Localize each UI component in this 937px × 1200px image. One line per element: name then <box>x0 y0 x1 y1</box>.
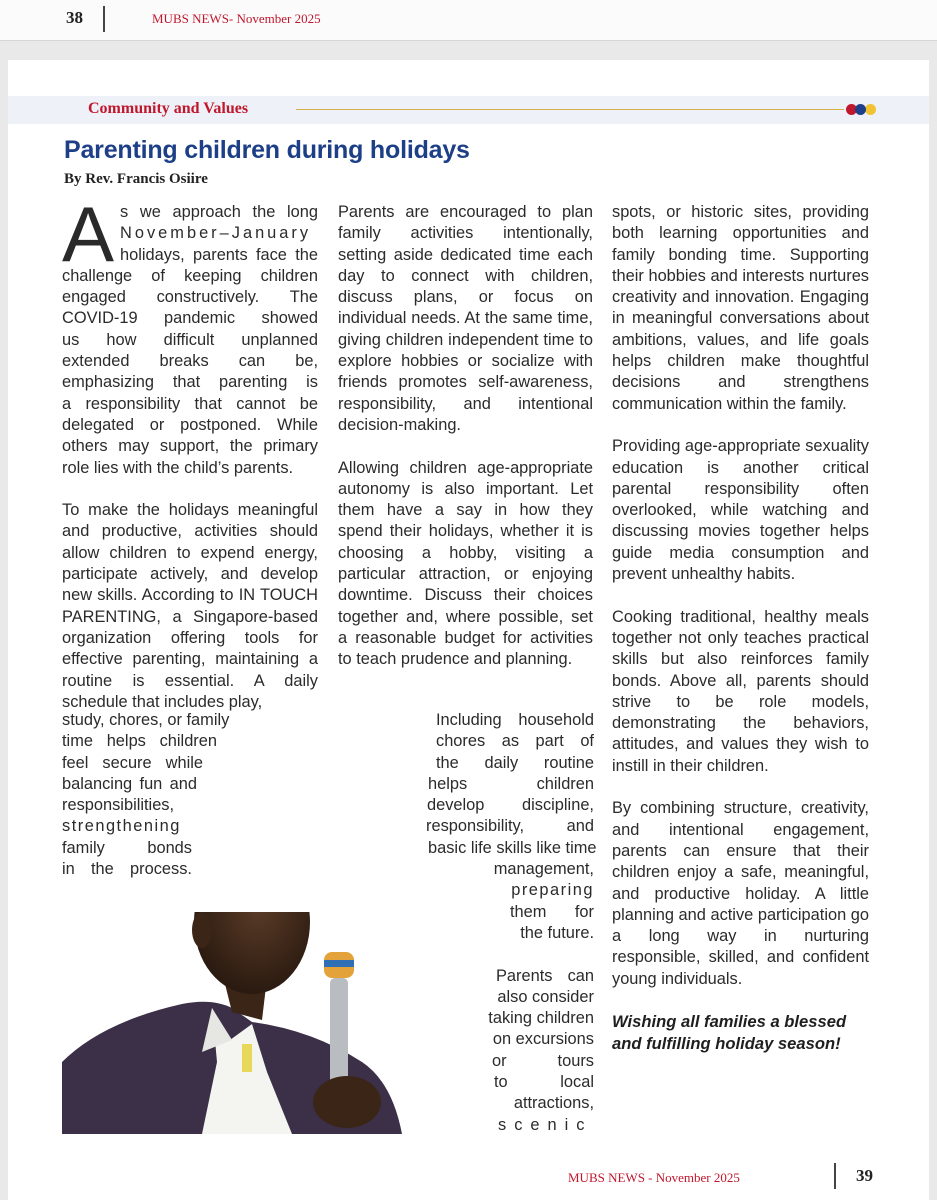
speaker-photo-illustration <box>62 912 462 1134</box>
paragraph-autonomy: Allowing children age-appropriate autonomy is also important. Let them have a say in how they spend their holidays, whether it is choosing a hobby, visiting a particular attraction, or enjoying downtime. Discuss their choices together and, where possible, set a reasonable budget for activities to teach prudence and planning. <box>338 458 593 669</box>
paragraph-excursions: spots, or historic sites, providing both learning opportunities and family bonding time. Supporting their hobbies and interests nurtures creativity and innovation. Engaging in meaningful conversations about ambitions, values, and life goals helps children make thoughtful decisions and strengthens communication within the family. <box>612 203 869 413</box>
section-rule <box>296 109 844 110</box>
magazine-page <box>8 60 929 1200</box>
accent-dots-icon <box>846 104 878 116</box>
paragraph-sexuality-education: Providing age-appropriate sexuality education is another critical parental responsibility often overlooked, while watching and discussing movies together helps guide media consumption and prevent unhealthy habits. <box>612 437 869 584</box>
speaker-photo <box>62 912 462 1134</box>
section-header <box>8 96 929 124</box>
paragraph-conclusion: By combining structure, creativity, and intentional engagement, parents can ensure that their children enjoy a safe, meaningful, and productive holiday. A little planning and active participation go a long way in nurturing responsible, skilled, and confident young individuals. <box>612 799 869 988</box>
footer-divider <box>834 1163 836 1189</box>
publication-header-left: MUBS NEWS- November 2025 <box>152 11 321 26</box>
photo-wrap-left-text: study, chores, or family time helps children feel secure while balancing fun and responsibilities, strengthening family bonds in the process. <box>62 711 230 879</box>
header-divider <box>103 6 105 32</box>
article-byline: By Rev. Francis Osiire <box>64 171 208 187</box>
paragraph-holidays-meaningful: To make the holidays meaningful and productive, activities should allow children to expend energy, participate actively, and develop new skills. According to IN TOUCH PARENTING, a Singapore-based organization offering tools for effective parenting, maintaining a routine is essential. A daily schedule that includes play, <box>62 501 318 711</box>
drop-cap: A <box>62 190 115 278</box>
photo-wrap-right-text: Including household chores as part of the daily routine helps children develop discipline, responsibility, and basic life skills like time management, preparing them for the future. Parents can also consider taking children on excursions or tours to local attractions, scenic <box>426 711 597 1134</box>
article-title: Parenting children during holidays <box>64 136 470 164</box>
previous-page-strip <box>0 0 937 41</box>
section-label: Community and Values <box>88 100 249 117</box>
paragraph-intro: A s we approach the long November–January holidays, parents face the challenge of keeping children engaged constructively. The COVID-19 pandemic showed us how difficult unplanned extended breaks can be, emphasizing that parenting is a responsibility that cannot be delegated or postponed. While others may support, the primary role lies with the child’s parents. <box>62 190 318 477</box>
publication-footer-right: MUBS NEWS - November 2025 <box>568 1170 740 1185</box>
article-column-2 <box>338 202 593 671</box>
paragraph-cooking: Cooking traditional, healthy meals together not only teaches practical skills but also reinforces family bonds. Above all, parents should strive to be role models, demonstrating the behaviors, attitudes, and values they wish to instill in their children. <box>612 607 869 775</box>
article-column-3 <box>612 202 869 1054</box>
paragraph-family-activities: Parents are encouraged to plan family activities intentionally, setting aside dedicated time each day to connect with children, discuss plans, or focus on individual needs. At the same time, giving children independent time to explore hobbies or socialize with friends promotes self-awareness, responsibility, and intentional decision-making. <box>338 203 593 434</box>
article-column-1 <box>62 190 318 713</box>
page-number-left: 38 <box>66 8 83 27</box>
closing-wish: Wishing all families a blessed and fulfilling holiday season! <box>612 1012 847 1053</box>
page-number-right: 39 <box>856 1166 873 1185</box>
